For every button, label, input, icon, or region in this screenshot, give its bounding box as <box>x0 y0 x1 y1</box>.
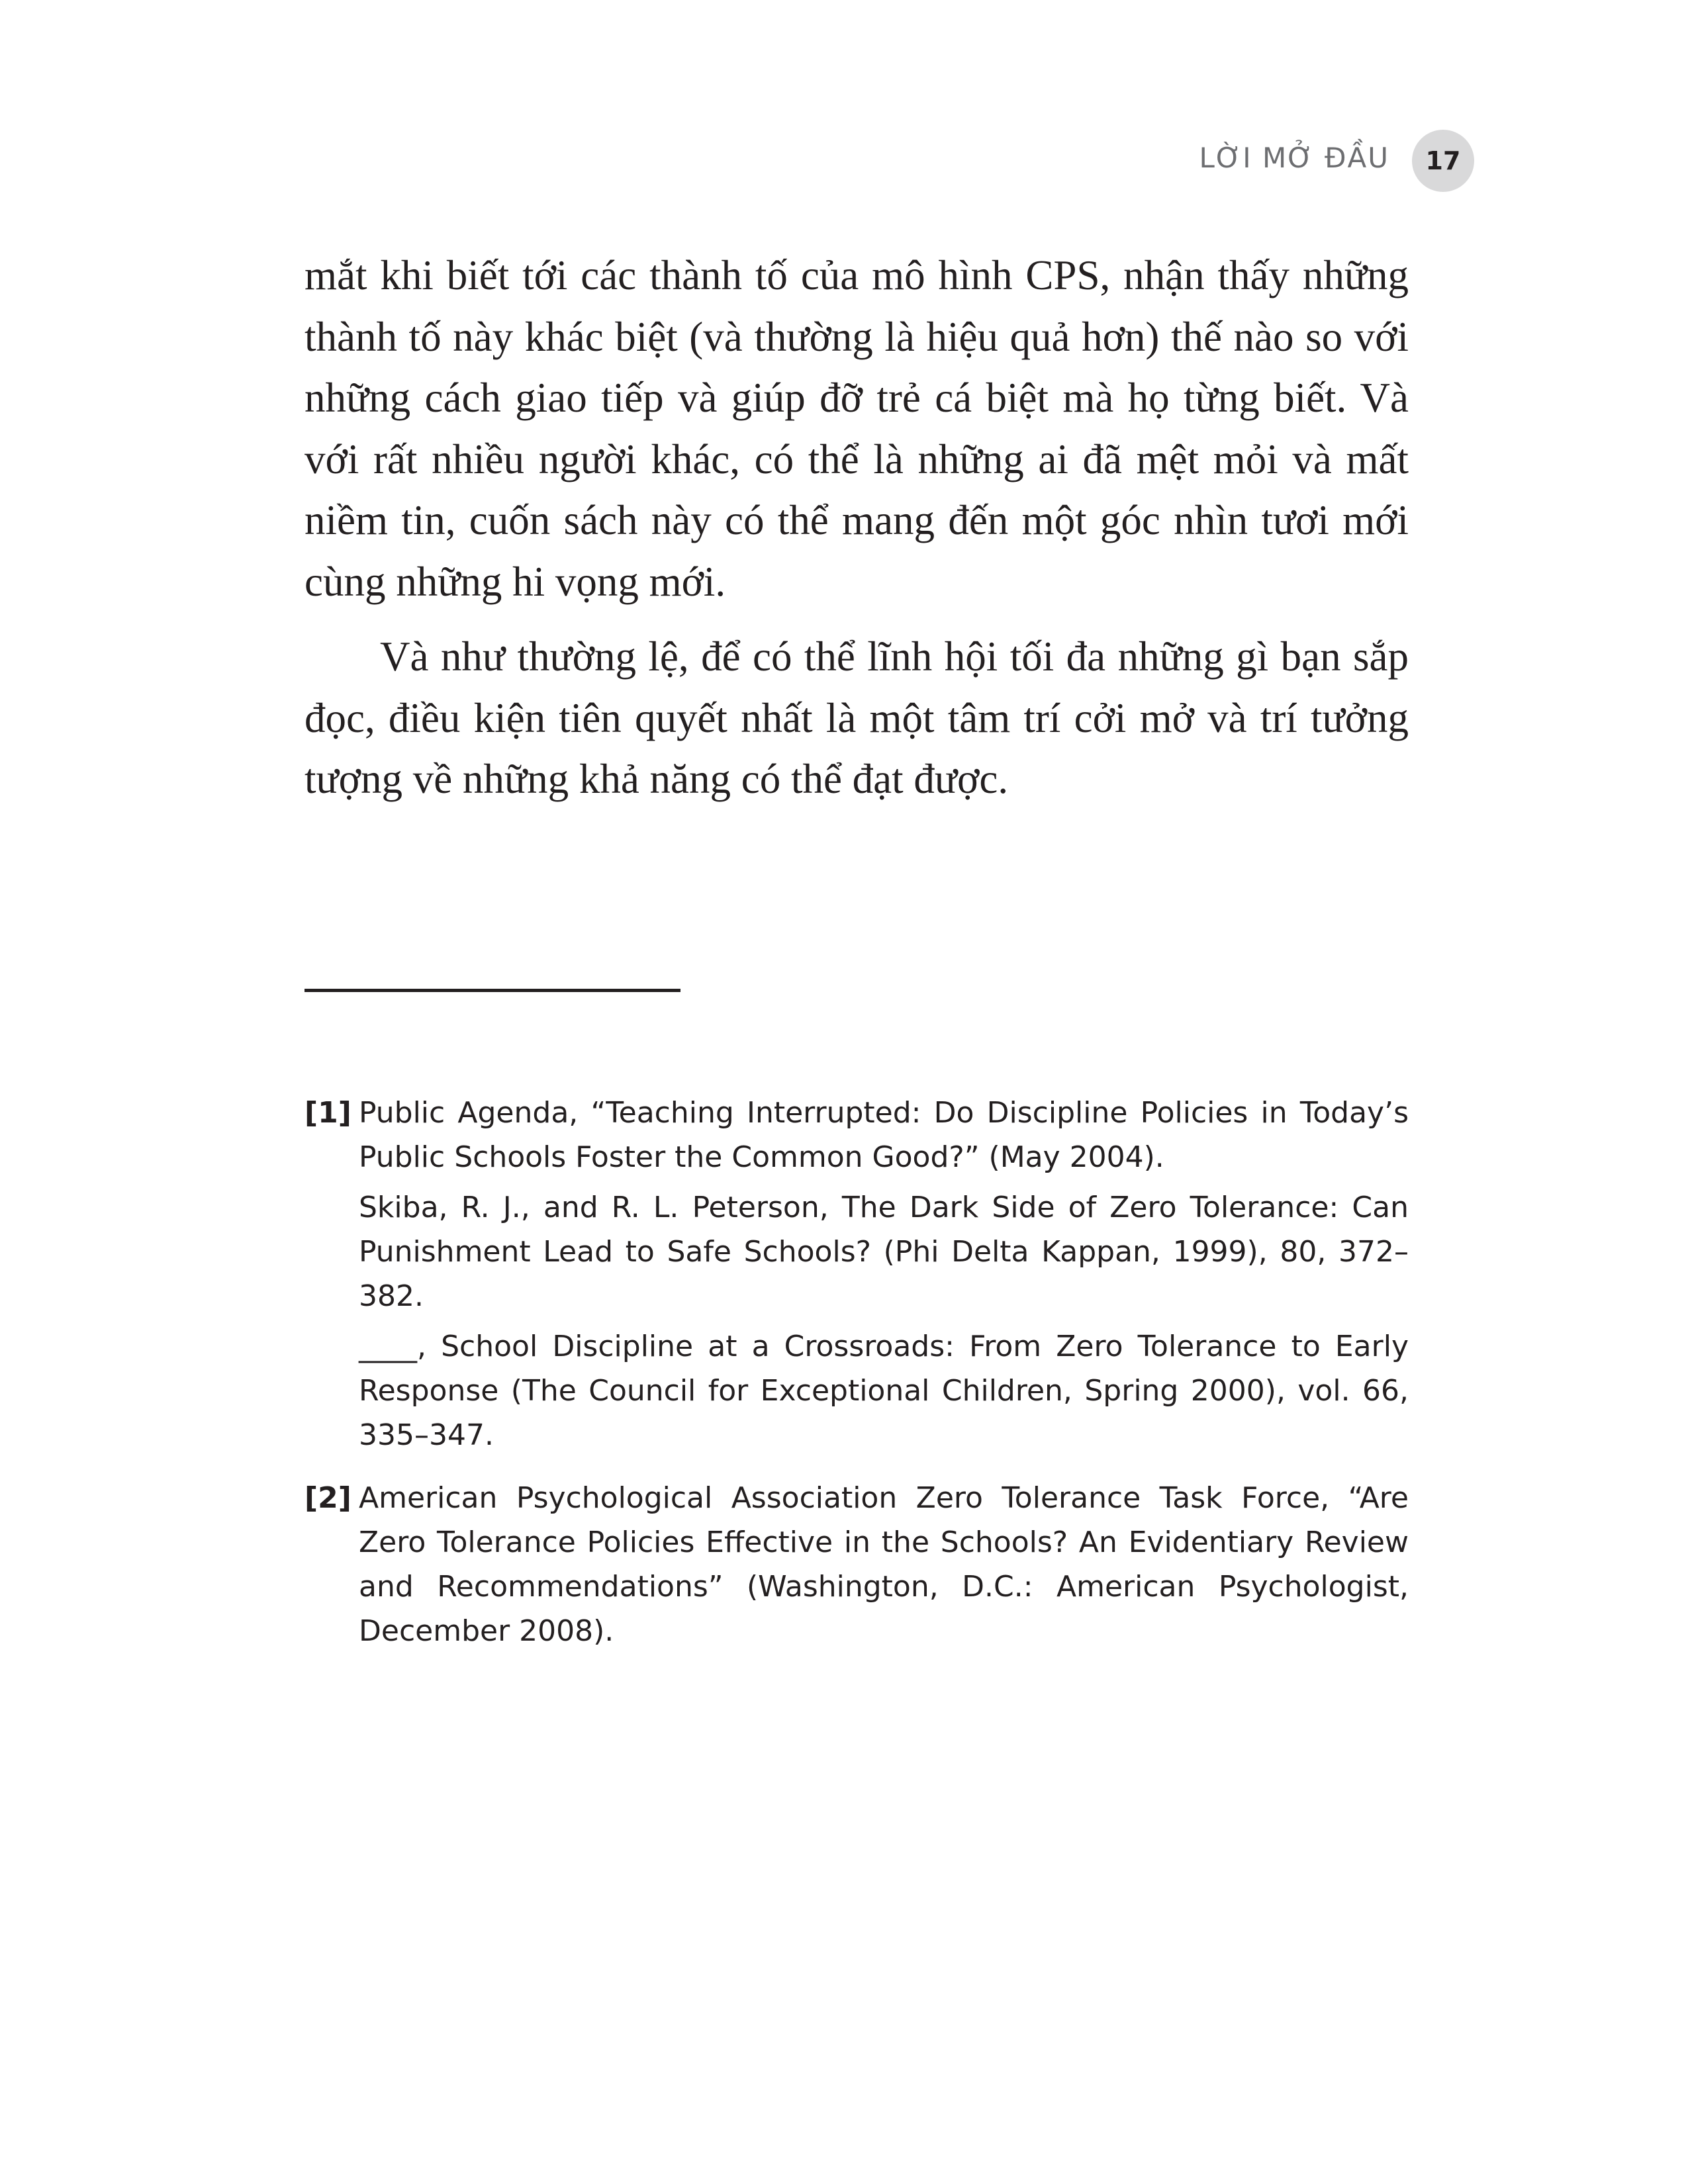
footnote-separator <box>305 989 680 992</box>
body-text <box>305 245 1409 810</box>
footnote-entry: Public Agenda, “Teaching Interrupted: Do Discipline Policies in Today’s Public Schools Foster the Common Good?” (May 2004). <box>359 1096 1409 1174</box>
running-header <box>1125 130 1474 193</box>
footnotes <box>305 1091 1409 1653</box>
paragraph: mắt khi biết tới các thành tố của mô hình CPS, nhận thấy những thành tố này khác biệt (và thường là hiệu quả hơn) thế nào so với những cách giao tiếp và giúp đỡ trẻ cá biệt mà họ từng biết. Và với rất nhiều người khác, có thể là những ai đã mệt mỏi và mất niềm tin, cuốn sách này có thể mang đến một góc nhìn tươi mới cùng những hi vọng mới. <box>305 252 1409 605</box>
footnote-marker: [1] <box>305 1096 352 1130</box>
footnote-1 <box>305 1091 1409 1457</box>
page-number-badge: 17 <box>1412 130 1474 192</box>
footnote-entry: Skiba, R. J., and R. L. Peterson, The Dark Side of Zero Tolerance: Can Punishment Lead to Safe Schools? (Phi Delta Kappan, 1999), 80, 372–382. <box>359 1191 1409 1313</box>
footnote-entry: American Psychological Association Zero Tolerance Task Force, “Are Zero Tolerance Policies Effective in the Schools? An Evidentiary Review and Recommendations” (Washington, D.C.: American Psychologist, December 2008). <box>359 1481 1409 1648</box>
footnote-2 <box>305 1476 1409 1653</box>
footnote-entry: ____, School Discipline at a Crossroads: From Zero Tolerance to Early Response (The Council for Exceptional Children, Spring 2000), vol. 66, 335–347. <box>359 1330 1409 1452</box>
paragraph: Và như thường lệ, để có thể lĩnh hội tối đa những gì bạn sắp đọc, điều kiện tiên quyết nhất là một tâm trí cởi mở và trí tưởng tượng về những khả năng có thể đạt được. <box>305 633 1409 802</box>
footnote-marker: [2] <box>305 1481 352 1515</box>
section-title: LỜI MỞ ĐẦU <box>1199 142 1389 174</box>
